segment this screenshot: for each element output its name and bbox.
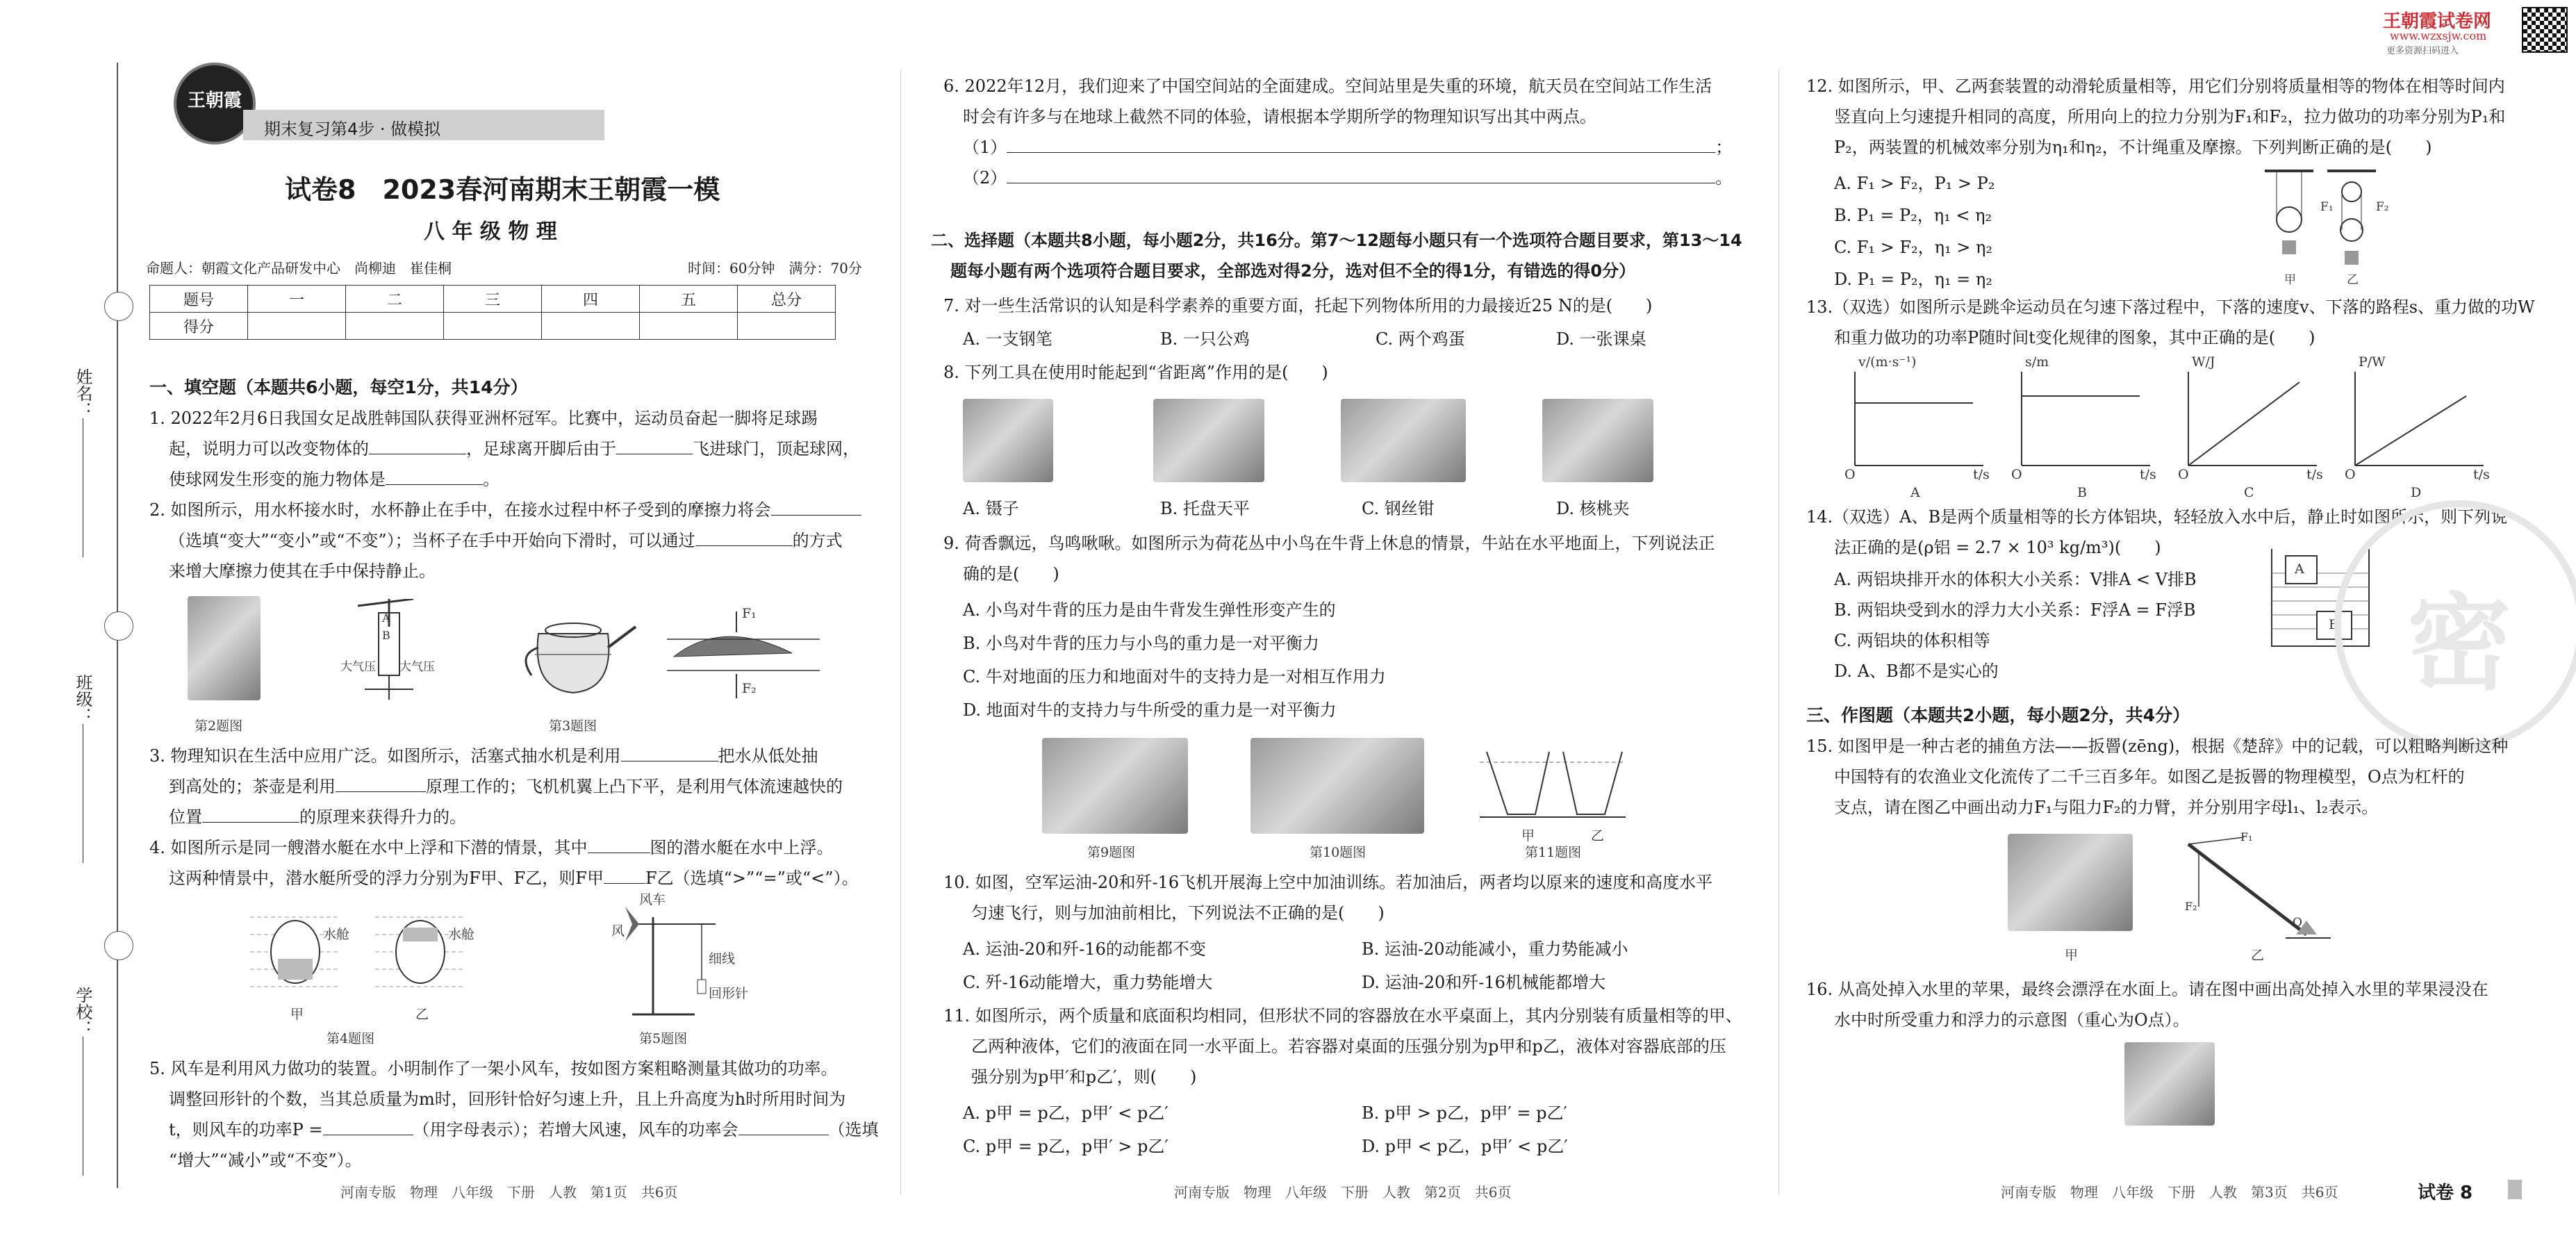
score-cell[interactable]: [346, 313, 444, 340]
exam-subtitle: 八 年 级 物 理: [424, 220, 557, 244]
teapot-diagram: [504, 599, 643, 703]
q12-option-b[interactable]: B. P₁ = P₂，η₁ < η₂: [1834, 206, 1992, 225]
q10-option-c[interactable]: C. 歼-16动能增大，重力势能增大: [963, 973, 1213, 992]
apple-in-water-photo: [2124, 1042, 2215, 1126]
question-9: 9. 荷香飘远，鸟鸣啾啾。如图所示为荷花丛中小鸟在牛背上休息的情景，牛站在水平地面上，下列说法正 确的是( ): [943, 534, 1715, 584]
submarine-diagram: [250, 903, 479, 1001]
graph-a: v/(m·s⁻¹) t/s O A: [1844, 354, 1990, 500]
q9-option-c[interactable]: C. 牛对地面的压力和地面对牛的支持力是一对相互作用力: [963, 667, 1386, 686]
answer-blank[interactable]: [1007, 152, 1715, 153]
q14-option-b[interactable]: B. 两铝块受到水的浮力大小关系：F浮A = F浮B: [1834, 600, 2196, 620]
section-1-title: 一、填空题（本题共6小题，每空1分，共14分）: [149, 377, 528, 397]
section-3-title: 三、作图题（本题共2小题，每小题2分，共4分）: [1806, 705, 2190, 725]
fig9-caption: 第9题图: [1087, 845, 1136, 860]
fig2-caption: 第2题图: [195, 718, 243, 734]
site-note: 更多资源扫码进入: [2386, 46, 2459, 56]
name-field[interactable]: 姓名：: [71, 368, 95, 557]
footer-page-1: 河南专版 物理 八年级 下册 人教 第1页 共6页: [340, 1184, 678, 1201]
nutcracker-photo: [1542, 399, 1653, 482]
q7-option-d[interactable]: D. 一张课桌: [1556, 329, 1646, 349]
qr-code-icon[interactable]: [2522, 7, 2568, 53]
q12-option-a[interactable]: A. F₁ > F₂，P₁ > P₂: [1834, 174, 1995, 193]
answer-blank[interactable]: [604, 883, 645, 884]
score-cell[interactable]: [738, 313, 836, 340]
q7-option-b[interactable]: B. 一只公鸡: [1160, 329, 1250, 349]
brand-logo: 王朝霞: [174, 63, 256, 145]
confidential-seal: 密: [2334, 500, 2576, 750]
q8-option-c[interactable]: C. 钢丝钳: [1362, 499, 1435, 518]
score-header: 三: [444, 286, 542, 313]
fig2-photo-faucet: [188, 596, 261, 700]
page-3: 王朝霞试卷网 www.wzxsjw.com 更多资源扫码进入 12. 如图所示，甲、乙两套装置的动滑轮质量相等，用它们分别将质量相等的物体在相等时间内 竖直向上匀速提升相同的高度，所用向上的拉力分别为F₁和F₂，拉力做功的功率分别为P₁和 P₂，两装置的机械效率分别为η₁和η₂，不计绳重及摩擦。下列判断正确的是( ) A. F₁ > F₂，P₁ > P₂ B. P₁ = P₂，η₁ < η₂ C. F₁ > F₂，η₁ > η₂ D. P₁ = P₂，η₁ = η₂ F₁ F₂ 甲 乙 13.（双选）如图所示是跳伞运动员在匀速下落过程中，下落的速度v、下落的路程s、重力做的功W 和重力做功的功率P随时间t变化规律的图象，其中正确的是( ) v/(m·s⁻¹) t/s O A s/m t/s O B W/J t/s O C P/W t/s O D 14.（双选）A、B是两个质量相等的长方体铝块，轻轻放入水中后，静止时如图所示，则下列说 法正确的是(ρ铝 = 2.7 × 10³ kg/m³)( ) A. 两铝块排开水的体积大小关系：V排A < V排B B. 两铝块受到水的浮力大小关系：F浮A = F浮B C. 两铝块的体积相等 D. A、B都不是实心的 A B 密 三、作图题（本题共2小题，每小题2分，共4分） 15. 如图甲是一种古老的捕鱼方法——扳罾(zēng)，根据《楚辞》中的记载，可以粗略判断这种 中国特有的农渔业文化流传了二千三百多年。如图乙是扳罾的物理模型，O点为杠杆的 支点，请在图乙中画出动力F₁与阻力F₂的力臂，并分别用字母l₁、l₂表示。 F₁ F₂ O 甲 乙 16. 从高处掉入水里的苹果，最终会漂浮在水面上。请在图中画出高处掉入水里的苹果浸没在 水中时所受重力和浮力的示意图（重心为O点）。 河南专版 物理 八年级 下册 人教 第3页 共6页 试卷 8: [1806, 0, 2576, 1243]
binding-hole: [104, 292, 133, 321]
score-header: 五: [640, 286, 738, 313]
score-cell[interactable]: [640, 313, 738, 340]
time-score: 时间：60分钟 满分：70分: [688, 260, 862, 277]
q11-option-b[interactable]: B. p甲 > p乙，p甲′ = p乙′: [1362, 1103, 1567, 1123]
q10-option-d[interactable]: D. 运油-20和歼-16机械能都增大: [1362, 973, 1605, 992]
score-row-label: 得分: [150, 313, 248, 340]
exam-title: 试卷8 2023春河南期末王朝霞一模: [285, 174, 720, 205]
q11-option-a[interactable]: A. p甲 = p乙，p甲′ < p乙′: [963, 1103, 1169, 1123]
score-table: [149, 285, 836, 340]
score-header: 题号: [150, 286, 248, 313]
school-field[interactable]: 学校：: [71, 987, 95, 1176]
question-3: 3. 物理知识在生活中应用广泛。如图所示，活塞式抽水机是利用 把水从低处抽 到高处的；茶壶是利用 原理工作的；飞机机翼上凸下平，是利用气体流速越快的 位置 的原理来获得升力的。: [149, 746, 843, 827]
question-2: 2. 如图所示，用水杯接水时，水杯静止在手中，在接水过程中杯子受到的摩擦力将会 （选填“变大”“变小”或“不变”）；当杯子在手中开始向下滑时，可以通过 的方式 来增大摩擦力使其在手中保持静止。: [149, 495, 861, 586]
q9-option-a[interactable]: A. 小鸟对牛背的压力是由牛背发生弹性形变产生的: [963, 600, 1336, 620]
answer-blank[interactable]: [695, 545, 793, 546]
q9-option-d[interactable]: D. 地面对牛的支持力与牛所受的重力是一对平衡力: [963, 700, 1337, 720]
q8-option-d[interactable]: D. 核桃夹: [1556, 499, 1630, 518]
score-cell[interactable]: [542, 313, 640, 340]
fig5-caption: 第5题图: [639, 1031, 688, 1046]
score-cell[interactable]: [248, 313, 346, 340]
tweezers-photo: [963, 399, 1053, 482]
stage-banner: 期末复习第4步 · 做模拟: [243, 110, 604, 140]
question-8: 8. 下列工具在使用时能起到“省距离”作用的是( ): [943, 363, 1328, 382]
balance-photo: [1153, 399, 1264, 482]
q10-option-a[interactable]: A. 运油-20和歼-16的动能都不变: [963, 939, 1206, 959]
fig10-photo-refuel: [1250, 738, 1424, 834]
score-header: 四: [542, 286, 640, 313]
fig10-caption: 第10题图: [1310, 845, 1367, 860]
footer-page-3: 河南专版 物理 八年级 下册 人教 第3页 共6页: [2001, 1184, 2338, 1201]
q11-option-c[interactable]: C. p甲 = p乙，p甲′ > p乙′: [963, 1137, 1169, 1156]
column-divider: [900, 69, 901, 1195]
question-12: 12. 如图所示，甲、乙两套装置的动滑轮质量相等，用它们分别将质量相等的物体在相等时间内 竖直向上匀速提升相同的高度，所用向上的拉力分别为F₁和F₂，拉力做功的功率分别为P₁和 P₂，两装置的机械效率分别为η₁和η₂，不计绳重及摩擦。下列判断正确的是( ): [1806, 76, 2506, 157]
authors: 命题人：朝霞文化产品研发中心 尚柳迪 崔佳桐: [146, 260, 452, 277]
section-2-title: 二、选择题（本题共8小题，每小题2分，共16分。第7～12题每小题只有一个选项符合题目要求，第13～14 题每小题有两个选项符合题目要求，全部选对得2分，选对但不全的得1分，有错选的得0分）: [931, 231, 1742, 281]
q12-option-c[interactable]: C. F₁ > F₂，η₁ > η₂: [1834, 238, 1993, 257]
page-corner-mark: [2508, 1180, 2522, 1199]
fig4-caption: 第4题图: [327, 1031, 375, 1046]
q13-graphs: [1834, 354, 2570, 507]
question-7: 7. 对一些生活常识的认知是科学素养的重要方面，托起下列物体所用的力最接近25 N的是( ): [943, 296, 1653, 315]
question-10: 10. 如图，空军运油-20和歼-16飞机开展海上空中加油训练。若加油后，两者均以原来的速度和高度水平 匀速飞行，则与加油前相比，下列说法不正确的是( ): [943, 873, 1713, 923]
site-name: 王朝霞试卷网: [2383, 11, 2492, 32]
question-15: 15. 如图甲是一种古老的捕鱼方法——扳罾(zēng)，根据《楚辞》中的记载，可以粗略判断这种 中国特有的农渔业文化流传了二千三百多年。如图乙是扳罾的物理模型，O点为杠杆的 支点，请在图乙中画出动力F₁与阻力F₂的力臂，并分别用字母l₁、l₂表示。: [1806, 736, 2509, 817]
q14-option-a[interactable]: A. 两铝块排开水的体积大小关系：V排A < V排B: [1834, 570, 2197, 589]
answer-blank[interactable]: [771, 515, 861, 516]
score-header: 一: [248, 286, 346, 313]
graph-b: s/m t/s O B: [2011, 354, 2156, 500]
graph-c: W/J t/s O C: [2178, 354, 2323, 500]
site-url[interactable]: www.wzxsjw.com: [2390, 29, 2487, 42]
paper-tag: 试卷 8: [2418, 1183, 2473, 1203]
lever-model-diagram: [2181, 830, 2334, 941]
answer-blank[interactable]: [336, 791, 426, 792]
fig9-photo-bird-cow: [1042, 738, 1188, 834]
binding-hole: [104, 931, 133, 960]
answer-blank[interactable]: [202, 822, 299, 823]
page-2: 6. 2022年12月，我们迎来了中国空间站的全面建成。空间站里是失重的环境，航天员在空间站工作生活 时会有许多与在地球上截然不同的体验，请根据本学期所学的物理知识写出其中两点。 （1） ； （2） 。 二、选择题（本题共8小题，每小题2分，共16分。第7～12题每小题只有一个选项符合题目要求，第13～14 题每小题有两个选项符合题目要求，全部选对得2分，选对但不全的得1分，有错选的得0分） 7. 对一些生活常识的认知是科学素养的重要方面，托起下列物体所用的力最接近25 N的是( ) A. 一支钢笔 B. 一只公鸡 C. 两个鸡蛋 D. 一张课桌 8. 下列工具在使用时能起到“省距离”作用的是( ) A. 镊子 B. 托盘天平 C. 钢丝钳 D. 核桃夹 9. 荷香飘远，鸟鸣啾啾。如图所示为荷花丛中小鸟在牛背上休息的情景，牛站在水平地面上，下列说法正 确的是( ) A. 小鸟对牛背的压力是由牛背发生弹性形变产生的 B. 小鸟对牛背的压力与小鸟的重力是一对平衡力 C. 牛对地面的压力和地面对牛的支持力是一对相互作用力 D. 地面对牛的支持力与牛所受的重力是一对平衡力 第9题图 第10题图 甲 乙 第11题图 10. 如图，空军运油-20和歼-16飞机开展海上空中加油训练。若加油后，两者均以原来的速度和高度水平 匀速飞行，则与加油前相比，下列说法不正确的是( ) A. 运油-20和歼-16的动能都不变 B. 运油-20动能减小，重力势能减小 C. 歼-16动能增大，重力势能增大 D. 运油-20和歼-16机械能都增大 11. 如图所示，两个质量和底面积均相同，但形状不同的容器放在水平桌面上，其内分别装有质量相等的甲、 乙两种液体，它们的液面在同一水平面上。若容器对桌面的压强分别为p甲和p乙，液体对容器底部的压 强分别为p甲′和p乙′，则( ) A. p甲 = p乙，p甲′ < p乙′ B. p甲 > p乙，p甲′ = p乙′ C. p甲 = p乙，p甲′ > p乙′ D. p甲 < p乙，p甲′ < p乙′ 河南专版 物理 八年级 下册 人教 第2页 共6页: [931, 0, 1751, 1243]
q9-option-b[interactable]: B. 小鸟对牛背的压力与小鸟的重力是一对平衡力: [963, 634, 1319, 653]
question-16: 16. 从高处掉入水里的苹果，最终会漂浮在水面上。请在图中画出高处掉入水里的苹果浸没在 水中时所受重力和浮力的示意图（重心为O点）。: [1806, 980, 2488, 1030]
question-1: 1. 2022年2月6日我国女足战胜韩国队获得亚洲杯冠军。比赛中，运动员奋起一脚将足球踢 起，说明力可以改变物体的 ，足球离开脚后由于 飞进球门，顶起球网， 使球网发生形变的施力物体是 。: [149, 409, 859, 489]
q14-option-d[interactable]: D. A、B都不是实心的: [1834, 661, 1999, 681]
q10-option-b[interactable]: B. 运油-20动能减小，重力势能减小: [1362, 939, 1628, 959]
q7-option-a[interactable]: A. 一支钢笔: [963, 329, 1052, 349]
question-6: 6. 2022年12月，我们迎来了中国空间站的全面建成。空间站里是失重的环境，航天员在空间站工作生活 时会有许多与在地球上截然不同的体验，请根据本学期所学的物理知识写出其中两点。 （1） ； （2） 。: [943, 76, 1733, 188]
page-1: 王朝霞 期末复习第4步 · 做模拟 试卷8 2023春河南期末王朝霞一模 八 年 级 物 理 命题人：朝霞文化产品研发中心 尚柳迪 崔佳桐 时间：60分钟 满分：70分 题号 一 二 三 四 五 总分 得分 一、填空题（本题共6小题，每空1分，共14分） 1. 2022年2月6日我国女足战胜韩国队获得亚洲杯冠军。比赛中，运动员奋起一脚将足球踢 起，说明力可以改变物体的 ，足球离开脚后由于 飞进球门，顶起球网， 使球网发生形变的施力物体是 。 2. 如图所示，用水杯接水时，水杯静止在手中，在接水过程中杯子受到的摩擦力将会 （选填“变大”“变小”或“不变”）；当杯子在手中开始向下滑时，可以通过 的方式 来增大摩擦力使其在手中保持静止。 第2题图 A B 大气压 大气压 第3题图 F₁ F₂ 3. 物理知识在生活中应用广泛。如图所示，活塞式抽水机是利用 把水从低处抽 到高处的；茶壶是利用 原理工作的；飞机机翼上凸下平，是利用气体流速越快的 位置 的原理来获得升力的。 4. 如图所示是同一艘潜水艇在水中上浮和下潜的情景，其中 图的潜水艇在水中上浮。 这两种情景中，潜水艇所受的浮力分别为F甲、F乙，则F甲 F乙（选填“>”“=”或“<”）。 水舱 水舱 甲 乙 第4题图 风车 风 细线 回形针 第5题图 5. 风车是利用风力做功的装置。小明制作了一架小风车，按如图方案粗略测量其做功的功率。 调整回形针的个数，当其总质量为m时，回形针恰好匀速上升，且上升高度为h时所用时间为 t，则风车的功率P = （用字母表示）；若增大风速，风车的功率会 （选填 “增大”“减小”或“不变”）。 河南专版 物理 八年级 下册 人教 第1页 共6页: [139, 0, 875, 1243]
graph-d: P/W t/s O D: [2345, 354, 2490, 500]
question-11: 11. 如图所示，两个质量和底面积均相同，但形状不同的容器放在水平桌面上，其内分别装有质量相等的甲、 乙两种液体，它们的液面在同一水平面上。若容器对桌面的压强分别为p甲和p乙，液体对容器底部的压 强分别为p甲′和p乙′，则( ): [943, 1006, 1742, 1087]
answer-blank[interactable]: [386, 484, 483, 485]
q14-option-c[interactable]: C. 两铝块的体积相等: [1834, 631, 1990, 650]
question-5: 5. 风车是利用风力做功的装置。小明制作了一架小风车，按如图方案粗略测量其做功的功率。 调整回形针的个数，当其总质量为m时，回形针恰好匀速上升，且上升高度为h时所用时间为 t，则风车的功率P = （用字母表示）；若增大风速，风车的功率会 （选填 “增大”“减小”或“不变”）。: [149, 1059, 879, 1170]
q8-option-a[interactable]: A. 镊子: [963, 499, 1019, 518]
column-divider: [1778, 69, 1779, 1195]
pliers-photo: [1341, 399, 1466, 482]
q12-option-d[interactable]: D. P₁ = P₂，η₁ = η₂: [1834, 270, 1992, 289]
fishing-net-photo: [2008, 834, 2133, 931]
question-13: 13.（双选）如图所示是跳伞运动员在匀速下落过程中，下落的速度v、下落的路程s、重力做的功W 和重力做功的功率P随时间t变化规律的图象，其中正确的是( ): [1806, 297, 2535, 347]
fig3-caption: 第3题图: [549, 718, 597, 734]
score-header: 总分: [738, 286, 836, 313]
footer-page-2: 河南专版 物理 八年级 下册 人教 第2页 共6页: [1174, 1184, 1512, 1201]
score-header: 二: [346, 286, 444, 313]
question-4: 4. 如图所示是同一艘潜水艇在水中上浮和下潜的情景，其中 图的潜水艇在水中上浮。 这两种情景中，潜水艇所受的浮力分别为F甲、F乙，则F甲 F乙（选填“>”“=”或“<”）。: [149, 838, 859, 888]
class-field[interactable]: 班级：: [71, 674, 95, 863]
binding-hole: [104, 611, 133, 641]
q8-option-b[interactable]: B. 托盘天平: [1160, 499, 1250, 518]
containers-diagram: [1480, 745, 1626, 821]
fig11-caption: 第11题图: [1525, 845, 1582, 860]
score-cell[interactable]: [444, 313, 542, 340]
answer-blank[interactable]: [621, 761, 718, 762]
q11-option-d[interactable]: D. p甲 < p乙，p甲′ < p乙′: [1362, 1137, 1568, 1156]
question-14: 14.（双选）A、B是两个质量相等的长方体铝块，轻轻放入水中后，静止时如图所示，则下列说 法正确的是(ρ铝 = 2.7 × 10³ kg/m³)( ): [1806, 507, 2508, 557]
pulley-diagram: [2251, 164, 2390, 282]
q7-option-c[interactable]: C. 两个鸡蛋: [1376, 329, 1465, 349]
